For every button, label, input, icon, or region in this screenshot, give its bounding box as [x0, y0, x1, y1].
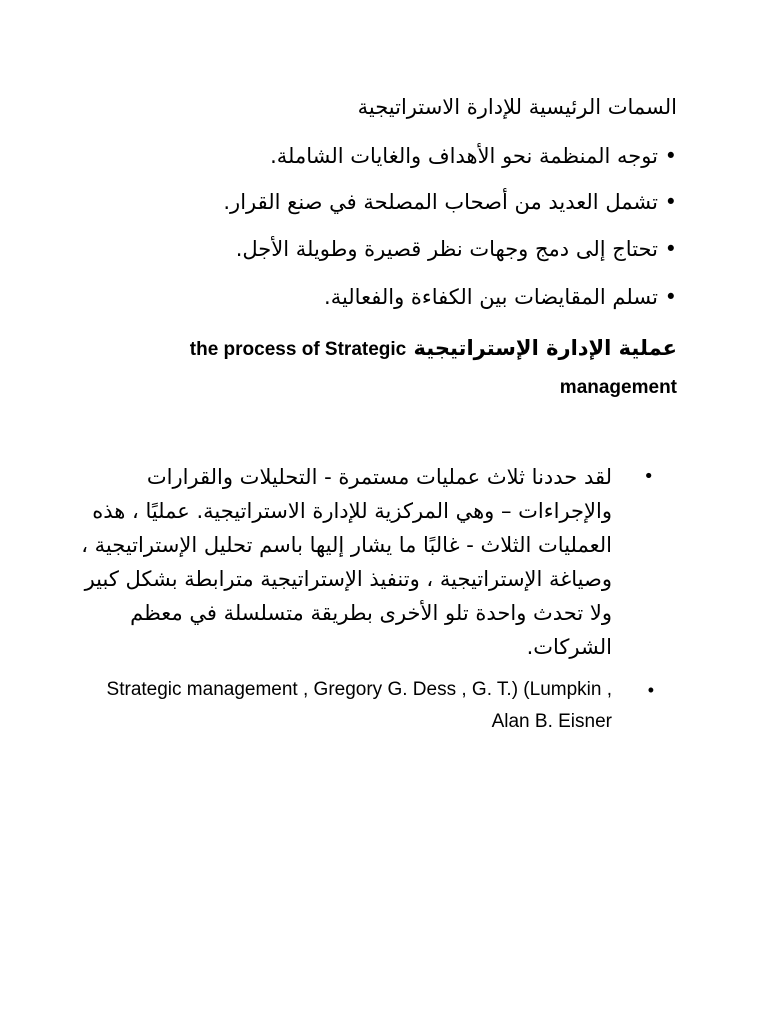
process-heading-english: the process of Strategic management — [189, 339, 677, 398]
process-heading — [77, 330, 677, 406]
feature-bullet-1: • توجه المنظمة نحو الأهداف والغايات الشاملة. — [270, 144, 677, 168]
bullet-icon: • — [647, 680, 654, 700]
process-paragraph: لقد حددنا ثلاث عمليات مستمرة - التحليلات والقرارات والإجراءات – وهي المركزية للإدارة الاستراتيجية. عمليًا ، هذه العمليات الثلاث - غالبًا ما يشار إليها باسم تحليل الإستراتيجية ، وصياغة الإستراتيجية ، وتنفيذ الإستراتيجية مترابطة بشكل كبير ولا تحدث واحدة تلو الأخرى بطريقة متسلسلة في معظم الشركات. — [81, 465, 612, 659]
process-list — [72, 460, 672, 738]
list-item — [72, 674, 652, 738]
feature-bullet-3: • تحتاج إلى دمج وجهات نظر قصيرة وطويلة الأجل. — [235, 237, 677, 261]
reference-text: Strategic management , Gregory G. Dess , G. T.) (Lumpkin , Alan B. Eisner — [106, 679, 612, 732]
list-item — [72, 460, 652, 664]
process-heading-arabic: عملية الإدارة الإستراتيجية — [413, 336, 677, 360]
bullet-icon: • — [643, 466, 654, 487]
feature-bullet-2: • تشمل العديد من أصحاب المصلحة في صنع القرار. — [223, 190, 677, 214]
features-title: السمات الرئيسية للإدارة الاستراتيجية — [357, 95, 677, 119]
feature-bullet-4: • تسلم المقايضات بين الكفاءة والفعالية. — [324, 285, 677, 309]
